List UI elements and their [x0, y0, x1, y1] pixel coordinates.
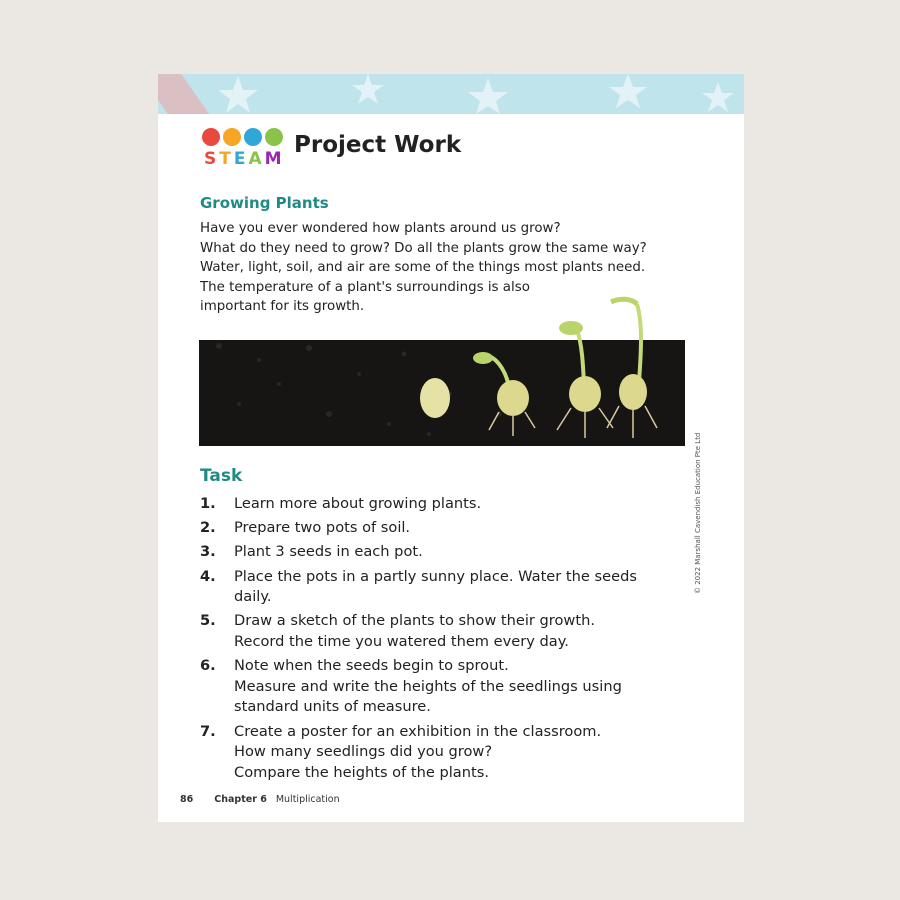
intro-line: important for its growth. [200, 299, 365, 315]
intro-line: The temperature of a plant's surroundings is also [200, 279, 530, 295]
task-line: Place the pots in a partly sunny place. Water the seeds [234, 567, 637, 585]
steam-logo [202, 128, 290, 170]
task-line: standard units of measure. [234, 698, 431, 716]
section-heading-growing-plants: Growing Plants [200, 194, 329, 212]
logo-letter: S [204, 149, 218, 169]
page-footer [180, 794, 340, 805]
task-line: Draw a sketch of the plants to show their growth. [234, 612, 595, 630]
task-number: 5. [200, 612, 216, 630]
page-number: 86 [180, 794, 194, 805]
logo-letter: E [233, 149, 247, 169]
copyright-notice: © 2022 Marshall Cavendish Education Pte Ltd [694, 432, 702, 594]
logo-bubble-icon [265, 128, 283, 146]
task-line: How many seedlings did you grow? [234, 743, 493, 761]
chapter-title: Multiplication [275, 794, 340, 805]
task-item [200, 656, 680, 718]
task-line: Create a poster for an exhibition in the classroom. [234, 722, 602, 740]
task-number: 6. [200, 657, 216, 675]
intro-line: Have you ever wondered how plants around us grow? [200, 221, 561, 236]
chapter-label: Chapter 6 [214, 794, 267, 805]
logo-letter: M [264, 149, 283, 169]
task-line: Measure and write the heights of the seedlings using [234, 677, 622, 695]
task-list [200, 494, 680, 787]
task-number: 3. [200, 543, 216, 561]
intro-line: Water, light, soil, and air are some of the things most plants need. [200, 260, 646, 276]
seedlings-illustration [199, 264, 685, 446]
task-item [200, 611, 680, 652]
task-line: Prepare two pots of soil. [234, 519, 411, 537]
section-heading-task: Task [200, 466, 243, 486]
page-title: Project Work [294, 132, 462, 158]
task-item [200, 567, 680, 608]
logo-bubble-icon [244, 128, 262, 146]
task-line: Plant 3 seeds in each pot. [234, 543, 423, 561]
star-pattern [158, 74, 744, 114]
logo-letter: T [219, 149, 232, 169]
logo-bubbles [202, 128, 283, 146]
textbook-page [158, 74, 744, 822]
task-number: 7. [200, 722, 216, 740]
task-line: Note when the seeds begin to sprout. [234, 657, 509, 675]
task-item [200, 722, 680, 784]
task-number: 1. [200, 495, 216, 512]
logo-letter: A [248, 149, 263, 169]
task-line: Compare the heights of the plants. [234, 763, 489, 781]
task-line: daily. [234, 588, 272, 606]
intro-line: What do they need to grow? Do all the plants grow the same way? [200, 240, 647, 256]
logo-bubble-icon [223, 128, 241, 146]
task-line: Learn more about growing plants. [234, 495, 482, 512]
task-number: 4. [200, 567, 216, 585]
task-line: Record the time you watered them every day. [234, 632, 569, 650]
task-item [200, 518, 680, 539]
logo-steam-text [204, 149, 283, 169]
task-number: 2. [200, 519, 216, 537]
logo-bubble-icon [202, 128, 220, 146]
task-item [200, 542, 680, 563]
header-banner [158, 74, 744, 114]
task-item [200, 494, 680, 515]
